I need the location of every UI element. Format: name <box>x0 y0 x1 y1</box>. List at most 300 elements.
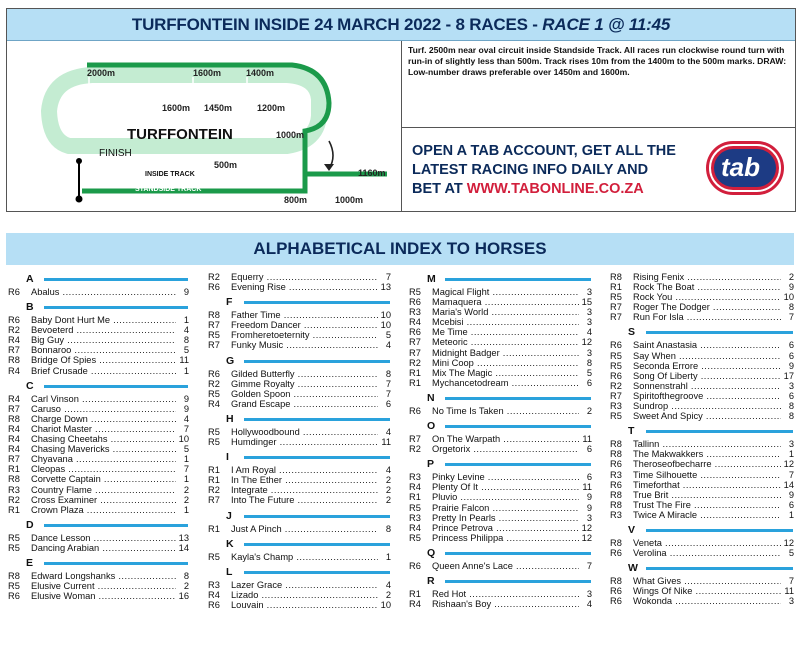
marker-1600m-outer: 1600m <box>193 68 222 78</box>
horse-index-row <box>8 454 192 464</box>
horse-name: Carl Vinson ..... <box>31 394 176 404</box>
letter-label: L <box>226 565 233 578</box>
horse-index-row <box>208 330 394 340</box>
horse-index-row <box>610 439 797 449</box>
letter-label: G <box>226 354 235 367</box>
horse-index-row <box>409 444 595 454</box>
saddlecloth-number: 1 <box>183 454 189 465</box>
race-code: R7 <box>409 337 421 348</box>
horse-index-row <box>8 533 192 543</box>
saddlecloth-number: 8 <box>788 411 794 422</box>
horse-index-row <box>208 475 394 485</box>
saddlecloth-number: 12 <box>581 532 592 543</box>
race-code: R6 <box>409 297 421 308</box>
index-column-3 <box>409 272 595 612</box>
letter-divider <box>646 331 793 334</box>
saddlecloth-number: 8 <box>385 523 391 534</box>
saddlecloth-number: 11 <box>179 355 189 366</box>
horse-index-row <box>610 480 797 490</box>
index-column-4 <box>610 272 797 609</box>
race-code: R8 <box>610 449 622 460</box>
saddlecloth-number: 14 <box>783 479 794 490</box>
letter-divider <box>44 524 188 527</box>
race-code: R8 <box>8 474 20 485</box>
index-column-2 <box>208 272 394 613</box>
letter-label: T <box>628 425 635 438</box>
race-code: R2 <box>208 378 220 389</box>
race-code: R3 <box>409 472 421 483</box>
race-code: R1 <box>409 588 421 599</box>
horse-name: Sonnenstrahl ..... <box>633 381 781 391</box>
race-code: R7 <box>8 345 20 356</box>
saddlecloth-number: 8 <box>788 302 794 313</box>
horse-index-row <box>409 378 595 388</box>
horse-name: Tallinn ..... <box>633 439 781 449</box>
horse-name: Princess Philippa ..... <box>432 533 579 543</box>
horse-name: Orgetorix ..... <box>432 444 579 454</box>
course-name: TURFFONTEIN <box>127 126 233 143</box>
race-code: R8 <box>8 355 20 366</box>
horse-index-row <box>409 472 595 482</box>
horse-name: Run For Isla ..... <box>633 312 781 322</box>
saddlecloth-number: 10 <box>380 310 391 321</box>
race-code: R1 <box>208 523 220 534</box>
letter-divider <box>244 301 390 304</box>
horse-name: Trust The Fire ..... <box>633 500 781 510</box>
race-code: R1 <box>409 492 421 503</box>
race-code: R3 <box>610 401 622 412</box>
horse-index-row <box>409 503 595 513</box>
saddlecloth-number: 5 <box>183 345 189 356</box>
horse-index-row <box>8 325 192 335</box>
horse-name: Saint Anastasia ..... <box>633 340 781 350</box>
marker-1450m: 1450m <box>204 103 233 113</box>
marker-1000m-inner: 1000m <box>276 130 305 140</box>
letter-label: R <box>427 574 435 587</box>
horse-name: Caruso ..... <box>31 404 176 414</box>
horse-index-row <box>8 404 192 414</box>
horse-index-row <box>610 596 797 606</box>
horse-name: Mini Coop ..... <box>432 358 579 368</box>
saddlecloth-number: 9 <box>183 393 189 404</box>
race-code: R6 <box>610 586 622 597</box>
horse-index-row <box>8 315 192 325</box>
race-code: R7 <box>208 340 220 351</box>
horse-name: Integrate ..... <box>231 485 378 495</box>
saddlecloth-number: 2 <box>183 581 189 592</box>
horse-index-row <box>610 500 797 510</box>
letter-label: B <box>26 301 34 314</box>
horse-name: Edward Longshanks ..... <box>31 571 176 581</box>
race-code: R5 <box>208 426 220 437</box>
horse-name: Mix The Magic ..... <box>432 368 579 378</box>
race-code: R4 <box>409 599 421 610</box>
letter-header <box>8 379 192 394</box>
horse-name: Louvain ..... <box>231 600 378 610</box>
horse-name: Bonnaroo ..... <box>31 345 176 355</box>
saddlecloth-number: 3 <box>586 307 592 318</box>
marker-1400m: 1400m <box>246 68 275 78</box>
saddlecloth-number: 10 <box>380 599 391 610</box>
horse-name: Say When ..... <box>633 351 781 361</box>
inside-track-label: INSIDE TRACK <box>145 171 195 178</box>
horse-index-row <box>409 327 595 337</box>
letter-divider <box>646 430 793 433</box>
letter-divider <box>44 278 188 281</box>
race-code: R6 <box>409 327 421 338</box>
horse-name: In The Ether ..... <box>231 475 378 485</box>
horse-index-row <box>610 490 797 500</box>
saddlecloth-number: 4 <box>385 465 391 476</box>
horse-index-row <box>610 586 797 596</box>
saddlecloth-number: 13 <box>380 282 391 293</box>
saddlecloth-number: 2 <box>385 485 391 496</box>
horse-index-row <box>8 434 192 444</box>
saddlecloth-number: 6 <box>788 390 794 401</box>
race-code: R4 <box>8 365 20 376</box>
saddlecloth-number: 4 <box>183 413 189 424</box>
horse-name: Charge Down ..... <box>31 414 176 424</box>
saddlecloth-number: 8 <box>183 335 189 346</box>
horse-name: Equerry ..... <box>231 272 378 282</box>
race-code: R5 <box>409 532 421 543</box>
finish-post-top <box>76 158 82 164</box>
horse-index-row <box>610 340 797 350</box>
horse-name: Verolina ..... <box>633 548 781 558</box>
horse-index-row <box>208 437 394 447</box>
race-code: R5 <box>208 330 220 341</box>
horse-index-row <box>610 381 797 391</box>
horse-index-row <box>409 533 595 543</box>
race-code: R5 <box>8 542 20 553</box>
horse-index-row <box>409 287 595 297</box>
horse-name: Gimme Royalty ..... <box>231 379 378 389</box>
horse-name: Midnight Badger ..... <box>432 348 579 358</box>
race-code: R4 <box>8 423 20 434</box>
horse-name: Elusive Woman ..... <box>31 591 176 601</box>
race-code: R6 <box>610 459 622 470</box>
letter-header <box>610 561 797 576</box>
horse-index-row <box>8 366 192 376</box>
horse-name: Big Guy ..... <box>31 335 176 345</box>
saddlecloth-number: 3 <box>586 512 592 523</box>
horse-index-row <box>208 369 394 379</box>
saddlecloth-number: 3 <box>788 439 794 450</box>
tab-logo-text: tab <box>721 152 760 182</box>
horse-name: Mcebisi ..... <box>432 317 579 327</box>
saddlecloth-number: 3 <box>788 380 794 391</box>
saddlecloth-number: 2 <box>788 272 794 282</box>
letter-header <box>208 354 394 369</box>
horse-name: Bevoeterd ..... <box>31 325 176 335</box>
race-code: R7 <box>409 434 421 445</box>
letter-header <box>409 546 595 561</box>
horse-name: Country Flame ..... <box>31 485 176 495</box>
race-code: R5 <box>8 532 20 543</box>
saddlecloth-number: 8 <box>788 401 794 412</box>
saddlecloth-number: 11 <box>784 586 794 597</box>
race-code: R2 <box>8 325 20 336</box>
saddlecloth-number: 7 <box>385 378 391 389</box>
race-code: R6 <box>8 287 20 297</box>
letter-label: E <box>26 556 34 569</box>
letter-divider <box>244 360 390 363</box>
letter-divider <box>244 418 390 421</box>
horse-name: Elusive Current ..... <box>31 581 176 591</box>
horse-index-row <box>610 371 797 381</box>
race-code: R3 <box>8 484 20 495</box>
race-code: R4 <box>208 589 220 600</box>
saddlecloth-number: 9 <box>788 489 794 500</box>
horse-name: Spiritofthegroove ..... <box>633 391 781 401</box>
letter-label: I <box>226 451 229 464</box>
track-map <box>7 41 402 211</box>
letter-label: F <box>226 296 233 309</box>
letter-divider <box>646 567 793 570</box>
horse-index-row <box>409 307 595 317</box>
letter-label: O <box>427 420 436 433</box>
horse-name: Rishaan's Boy ..... <box>432 599 579 609</box>
horse-name: Baby Dont Hurt Me ..... <box>31 315 176 325</box>
race-code: R1 <box>208 475 220 486</box>
horse-index-row <box>8 571 192 581</box>
horse-name: Time Silhouette ..... <box>633 470 781 480</box>
horse-name: Chasing Mavericks ..... <box>31 444 176 454</box>
race-code: R8 <box>208 310 220 321</box>
marker-2000m: 2000m <box>87 68 116 78</box>
horse-index-row <box>409 523 595 533</box>
horse-index-row <box>610 272 797 282</box>
saddlecloth-number: 4 <box>586 599 592 610</box>
horse-index-row <box>8 543 192 553</box>
saddlecloth-number: 11 <box>381 437 391 448</box>
saddlecloth-number: 9 <box>183 403 189 414</box>
promo-line-2: LATEST RACING INFO DAILY AND <box>412 162 649 178</box>
saddlecloth-number: 12 <box>581 522 592 533</box>
race-code: R8 <box>610 439 622 450</box>
horse-name: Twice A Miracle ..... <box>633 510 781 520</box>
horse-name: Queen Anne's Lace ..... <box>432 561 579 571</box>
race-code: R1 <box>8 504 20 515</box>
horse-name: Sundrop ..... <box>633 401 781 411</box>
tab-logo[interactable] <box>704 137 786 199</box>
saddlecloth-number: 1 <box>183 474 189 485</box>
horse-name: Red Hot ..... <box>432 589 579 599</box>
horse-index-row <box>208 310 394 320</box>
horse-name: Prairie Falcon ..... <box>432 503 579 513</box>
letter-header <box>208 295 394 310</box>
race-code: R3 <box>409 307 421 318</box>
horse-index-row <box>409 368 595 378</box>
letter-header <box>409 574 595 589</box>
saddlecloth-number: 4 <box>385 340 391 351</box>
horse-index-row <box>208 399 394 409</box>
race-code: R6 <box>610 596 622 607</box>
letter-header <box>8 300 192 315</box>
race-code: R4 <box>8 335 20 346</box>
race-code: R1 <box>610 282 622 293</box>
letter-divider <box>244 571 390 574</box>
horse-name: Timeforthat ..... <box>633 480 781 490</box>
horse-name: Mychancetodream ..... <box>432 378 579 388</box>
horse-index-row <box>8 495 192 505</box>
letter-header <box>208 537 394 552</box>
horse-name: Me Time ..... <box>432 327 579 337</box>
saddlecloth-number: 16 <box>178 591 189 602</box>
horse-index-row <box>8 424 192 434</box>
horse-index-row <box>610 351 797 361</box>
saddlecloth-number: 5 <box>788 548 794 559</box>
horse-index-row <box>208 465 394 475</box>
race-title <box>7 9 795 41</box>
race-code: R7 <box>610 390 622 401</box>
race-code: R5 <box>208 437 220 448</box>
horse-name: Hollywoodbound ..... <box>231 427 378 437</box>
saddlecloth-number: 3 <box>586 317 592 328</box>
saddlecloth-number: 2 <box>586 405 592 416</box>
race-code: R6 <box>610 370 622 381</box>
promo-line-3 <box>412 180 712 199</box>
saddlecloth-number: 12 <box>581 337 592 348</box>
saddlecloth-number: 10 <box>380 320 391 331</box>
saddlecloth-number: 10 <box>783 292 794 303</box>
race-code: R8 <box>8 413 20 424</box>
letter-label: H <box>226 412 234 425</box>
letter-divider <box>445 397 591 400</box>
saddlecloth-number: 9 <box>586 492 592 503</box>
horse-index-row <box>409 482 595 492</box>
horse-name: True Brit ..... <box>633 490 781 500</box>
letter-divider <box>445 552 591 555</box>
horse-index-row <box>208 485 394 495</box>
horse-index-row <box>409 589 595 599</box>
saddlecloth-number: 7 <box>183 423 189 434</box>
race-code: R6 <box>409 405 421 416</box>
saddlecloth-number: 7 <box>586 560 592 571</box>
saddlecloth-number: 1 <box>183 365 189 376</box>
horse-name: Pluvio ..... <box>432 492 579 502</box>
finish-label: FINISH <box>99 148 132 159</box>
saddlecloth-number: 7 <box>385 272 391 282</box>
race-code: R5 <box>610 360 622 371</box>
race-header-panel <box>6 8 796 212</box>
race-code: R7 <box>409 347 421 358</box>
horse-index-row <box>8 287 192 297</box>
saddlecloth-number: 6 <box>586 377 592 388</box>
horse-name: Fromheretoeternity ..... <box>231 330 378 340</box>
marker-500m: 500m <box>214 160 238 170</box>
promo-url-link[interactable]: WWW.TABONLINE.CO.ZA <box>466 181 644 197</box>
race-code: R3 <box>208 579 220 590</box>
horse-name: Cleopas ..... <box>31 464 176 474</box>
race-code: R4 <box>208 398 220 409</box>
saddlecloth-number: 2 <box>385 475 391 486</box>
horse-index-row <box>610 391 797 401</box>
horse-name: I Am Royal ..... <box>231 465 378 475</box>
race-code: R5 <box>409 502 421 513</box>
horse-index-row <box>610 292 797 302</box>
saddlecloth-number: 4 <box>586 327 592 338</box>
horse-index-row <box>610 282 797 292</box>
saddlecloth-number: 2 <box>183 484 189 495</box>
race-code: R5 <box>208 551 220 562</box>
horse-name: Rock You ..... <box>633 292 781 302</box>
horse-name: Pretty In Pearls ..... <box>432 513 579 523</box>
race-code: R6 <box>610 340 622 351</box>
saddlecloth-number: 14 <box>178 542 189 553</box>
race-code: R6 <box>610 479 622 490</box>
horse-name: Chyavana ..... <box>31 454 176 464</box>
horse-index-row <box>208 389 394 399</box>
letter-label: J <box>226 509 232 522</box>
letter-label: V <box>628 523 636 536</box>
horse-index-row <box>409 297 595 307</box>
saddlecloth-number: 15 <box>581 297 592 308</box>
horse-index-row <box>409 337 595 347</box>
race-code: R7 <box>610 312 622 323</box>
race-code: R4 <box>409 317 421 328</box>
horse-index-row <box>208 552 394 562</box>
letter-header <box>208 412 394 427</box>
horse-index-row <box>208 524 394 534</box>
finish-post-base <box>76 196 83 203</box>
letter-header <box>208 565 394 580</box>
horse-index-row <box>208 600 394 610</box>
saddlecloth-number: 1 <box>183 315 189 326</box>
horse-name: Evening Rise ..... <box>231 282 378 292</box>
saddlecloth-number: 6 <box>586 444 592 455</box>
horse-index-row <box>610 361 797 371</box>
promo-text <box>412 142 712 199</box>
race-code: R1 <box>8 464 20 475</box>
saddlecloth-number: 1 <box>385 551 391 562</box>
horse-name: Rock The Boat ..... <box>633 282 781 292</box>
letter-header <box>409 457 595 472</box>
saddlecloth-number: 12 <box>783 459 794 470</box>
letter-header <box>208 509 394 524</box>
saddlecloth-number: 9 <box>183 287 189 297</box>
race-code: R6 <box>610 548 622 559</box>
horse-index-row <box>208 379 394 389</box>
promo-line-3-prefix: BET AT <box>412 181 467 197</box>
letter-divider <box>445 425 591 428</box>
horse-name: Just A Pinch ..... <box>231 524 378 534</box>
race-code: R6 <box>208 368 220 379</box>
saddlecloth-number: 3 <box>586 287 592 297</box>
horse-name: Golden Spoon ..... <box>231 389 378 399</box>
letter-label: K <box>226 537 234 550</box>
horse-index-row <box>610 312 797 322</box>
horse-index-row <box>208 272 394 282</box>
letter-divider <box>646 529 793 532</box>
letter-label: A <box>26 273 34 285</box>
saddlecloth-number: 7 <box>183 464 189 475</box>
race-code: R8 <box>610 489 622 500</box>
horse-name: Maria's World ..... <box>432 307 579 317</box>
horse-index-row <box>208 427 394 437</box>
saddlecloth-number: 10 <box>178 434 189 445</box>
saddlecloth-number: 5 <box>586 367 592 378</box>
letter-label: C <box>26 379 34 392</box>
saddlecloth-number: 4 <box>183 325 189 336</box>
race-code: R4 <box>8 393 20 404</box>
saddlecloth-number: 3 <box>586 588 592 599</box>
horse-index-row <box>610 538 797 548</box>
track-description: Turf. 2500m near oval circuit inside Standside Track. All races run clockwise round turn with run-in of slightly less than 500m. Track rises 10m from the 1400m to the 500m marks. DRAW: Low-number draws preferable over 1450m and 1600m. <box>408 45 787 77</box>
saddlecloth-number: 2 <box>385 589 391 600</box>
saddlecloth-number: 1 <box>788 449 794 460</box>
saddlecloth-number: 9 <box>788 360 794 371</box>
